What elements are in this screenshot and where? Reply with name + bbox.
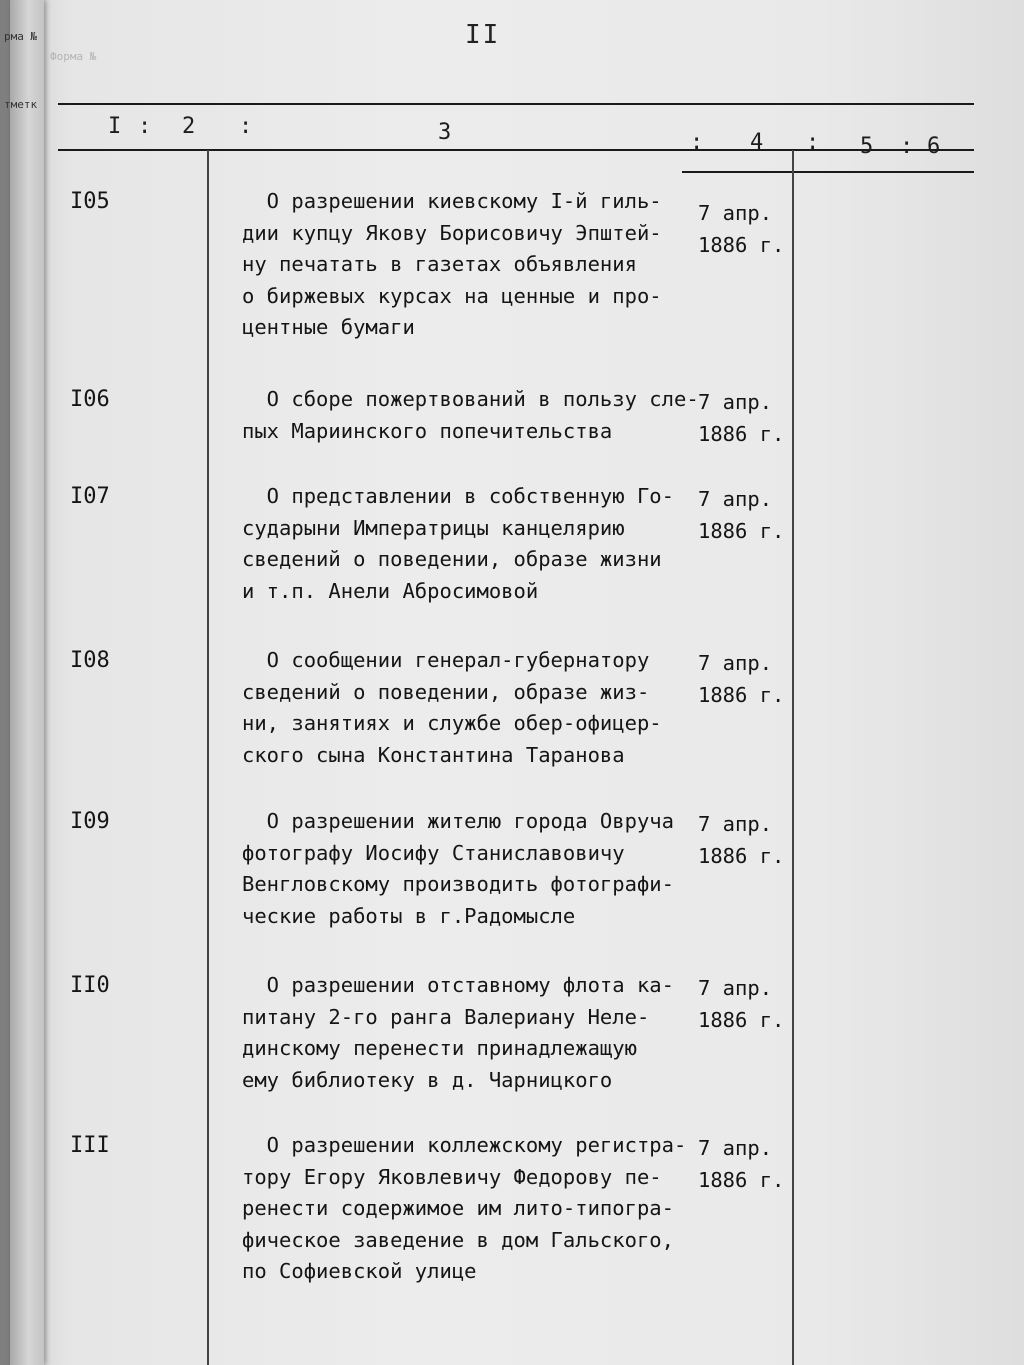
row-number: I09 xyxy=(70,809,110,834)
row-date: 7 апр. 1886 г. xyxy=(698,1136,785,1192)
fold-text-bottom: тметк xyxy=(4,98,38,111)
row-date: 7 апр. 1886 г. xyxy=(698,487,785,543)
faint-form-header: Форма № xyxy=(50,50,97,63)
row-date: 7 апр. 1886 г. xyxy=(698,812,785,868)
row-number: I06 xyxy=(70,387,110,412)
row-date: 7 апр. 1886 г. xyxy=(698,201,785,257)
column-header-6: 6 xyxy=(927,134,941,159)
header-sub-rule xyxy=(682,171,974,173)
column-separator: : xyxy=(806,130,820,155)
row-text: О разрешении киевскому I-й гиль- дии купцу Якову Борисовичу Эпштей- ну печатать в газетах объявления о биржевых курсах на ценные и про- центные бумаги xyxy=(242,189,662,339)
column-separator: : xyxy=(900,134,914,159)
row-number: III xyxy=(70,1133,110,1158)
column-header-2: 2 xyxy=(182,114,196,139)
column-divider-right xyxy=(792,150,794,1365)
previous-page-edge xyxy=(4,0,44,1365)
row-text: О разрешении отставному флота ка- питану 2-го ранга Валериану Неле- динскому перенести принадлежащую ему библиотеку в д. Чарницкого xyxy=(242,973,674,1092)
column-header-5: 5 xyxy=(860,134,874,159)
column-divider-left xyxy=(207,150,209,1365)
header-bottom-rule xyxy=(58,149,974,151)
fold-text-top: рма № xyxy=(4,30,38,43)
archive-page xyxy=(4,0,1024,1365)
row-text: О представлении в собственную Го- сударыни Императрицы канцелярию сведений о поведении, образе жизни и т.п. Анели Абросимовой xyxy=(242,484,674,603)
row-date: 7 апр. 1886 г. xyxy=(698,651,785,707)
header-top-rule xyxy=(58,103,974,105)
column-separator: : xyxy=(138,114,152,139)
row-number: I05 xyxy=(70,189,110,214)
row-number: I08 xyxy=(70,648,110,673)
column-header-3: 3 xyxy=(438,120,452,145)
row-date: 7 апр. 1886 г. xyxy=(698,390,785,446)
column-header-1: I xyxy=(108,114,122,139)
row-text: О разрешении коллежскому регистра- тору Егору Яковлевичу Федорову пе- ренести содержимое им лито-типогра- фическое заведение в дом Гальского, по Софиевской улице xyxy=(242,1133,687,1283)
row-text: О сообщении генерал-губернатору сведений о поведении, образе жиз- ни, занятиях и службе обер-офицер- ского сына Константина Таранова xyxy=(242,648,662,767)
row-text: О разрешении жителю города Овруча фотографу Иосифу Станиславовичу Венгловскому производить фотографи- ческие работы в г.Радомысле xyxy=(242,809,674,928)
page-number: II xyxy=(465,20,501,50)
column-separator: : xyxy=(690,130,704,155)
column-separator: : xyxy=(239,114,253,139)
column-header-4: 4 xyxy=(750,130,764,155)
row-number: II0 xyxy=(70,973,110,998)
row-text: О сборе пожертвований в пользу сле- пых Мариинского попечительства xyxy=(242,387,699,443)
row-number: I07 xyxy=(70,484,110,509)
row-date: 7 апр. 1886 г. xyxy=(698,976,785,1032)
